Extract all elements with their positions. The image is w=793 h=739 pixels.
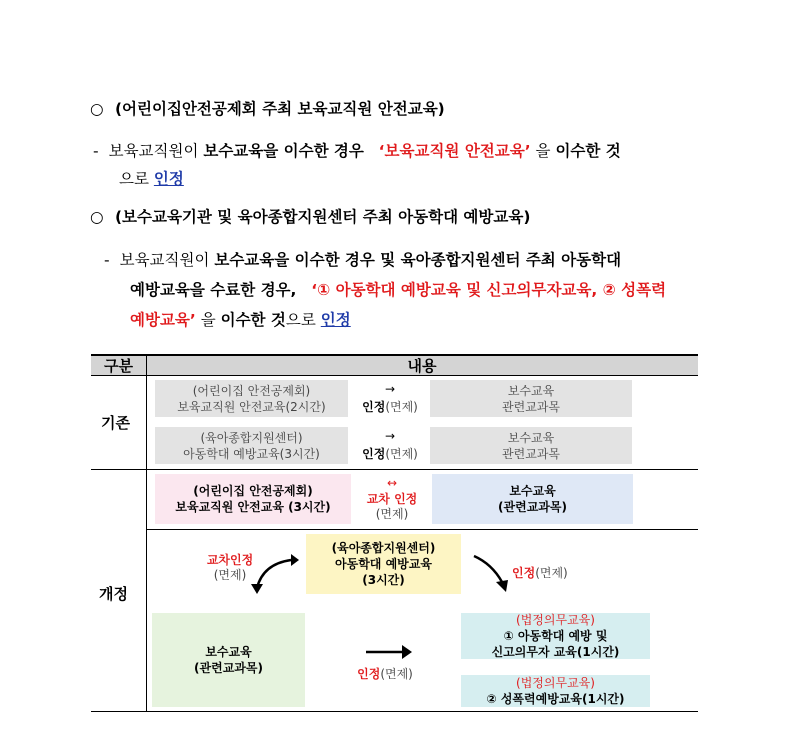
existing-row1-recog — [355, 400, 425, 415]
box-line: (관련교과목) — [498, 500, 567, 514]
text-red: ‘보육교직원 안전교육’ — [378, 142, 531, 160]
text-red: ‘① 아동학대 예방교육 및 신고의무자교육, ② 성폭력 — [311, 281, 667, 299]
exempt-text: (면제) — [385, 400, 418, 414]
box-line: 보수교육 — [509, 484, 556, 498]
bullet-circle: ○ — [90, 100, 104, 118]
revised-row1-arrow: ↔ — [386, 476, 398, 490]
box-line: 관련교과목 — [502, 446, 560, 461]
box-line: 보육교직원 안전교육 (3시간) — [175, 500, 331, 514]
text-normal: 을 — [530, 142, 556, 160]
section2-title — [90, 207, 530, 227]
box-line: 보수교육 — [507, 430, 555, 445]
box-line: 보육교직원 안전교육(2시간) — [177, 399, 326, 414]
box-line: 관련교과목 — [502, 399, 560, 414]
existing-row1-right — [430, 380, 632, 417]
cross-label: 교차인정 — [206, 553, 254, 567]
box-line: ① 아동학대 예방 및 — [503, 629, 608, 643]
box-line: (관련교과목) — [194, 661, 263, 675]
curved-arrow-icon — [470, 552, 516, 594]
row-divider-revised — [146, 529, 698, 530]
section1-title-text: (어린이집안전공제회 주최 보육교직원 안전교육) — [114, 100, 445, 118]
table-header — [91, 354, 698, 376]
exempt-text: (면제) — [380, 667, 413, 681]
existing-row2-right — [430, 427, 632, 464]
box-line: 보수교육 — [507, 383, 555, 398]
text-normal: 보육교직원이 — [119, 251, 215, 269]
box-line: (육아종합지원센터) — [331, 541, 436, 555]
text-red: 예방교육’ — [130, 311, 196, 329]
text-bold: 예방교육을 수료한 경우, — [130, 281, 297, 299]
exempt-text: (면제) — [385, 447, 418, 461]
section2-desc-line2 — [130, 280, 666, 300]
revised-cyan-box-2 — [461, 675, 650, 707]
box-tag: (법정의무교육) — [516, 613, 595, 627]
exempt-text: (면제) — [535, 566, 568, 580]
box-line: 신고의무자 교육(1시간) — [491, 645, 620, 659]
row-divider-existing — [91, 469, 698, 470]
text-normal: 을 — [195, 311, 221, 329]
existing-row2-left — [155, 427, 348, 464]
recog-text: 인정 — [512, 566, 536, 580]
revised-row1-mid: 교차 인정 — [366, 492, 418, 506]
arrow-right-icon — [364, 642, 414, 662]
text-bold: 보수교육을 이수한 경우 및 육아종합지원센터 주최 아동학대 — [214, 251, 622, 269]
section1-title — [90, 99, 445, 119]
header-content: 내용 — [407, 357, 437, 375]
box-line: 아동학대 예방교육(3시간) — [183, 446, 320, 461]
table-bottom-border — [91, 711, 698, 712]
text-normal: 으로 — [119, 170, 154, 188]
existing-row1-left — [155, 380, 348, 417]
text-bold: 보수교육을 이수한 경우 — [203, 142, 364, 160]
label-existing: 기존 — [101, 414, 130, 432]
recog-text: 인정 — [362, 447, 386, 461]
text-normal: 보육교직원이 — [108, 142, 204, 160]
existing-row2-recog — [355, 447, 425, 462]
revised-cyan-box-1 — [461, 613, 650, 659]
existing-row2-arrow: → — [384, 429, 396, 443]
box-line: 보수교육 — [205, 645, 252, 659]
section2-title-text: (보수교육기관 및 육아종합지원센터 주최 아동학대 예방교육) — [114, 208, 531, 226]
text-bold: 이수한 것 — [555, 142, 621, 160]
box-line: (어린이집 안전공제회) — [192, 383, 311, 398]
box-line: 아동학대 예방교육 — [335, 557, 432, 571]
bottom-recog — [350, 667, 420, 682]
box-tag: (법정의무교육) — [516, 676, 595, 690]
label-revised: 개정 — [99, 585, 128, 603]
box-line: (어린이집 안전공제회) — [193, 484, 313, 498]
text-bold: 이수한 것 — [220, 311, 286, 329]
box-line: (육아종합지원센터) — [200, 430, 303, 445]
curved-double-arrow-icon — [247, 552, 301, 594]
table-column-divider — [146, 354, 147, 712]
recog-text: 인정 — [357, 667, 381, 681]
revised-center-box — [306, 534, 461, 594]
header-category: 구분 — [104, 357, 133, 375]
cross-exempt: (면제) — [213, 568, 247, 582]
text-recognized: 인정 — [153, 170, 184, 188]
recog-text: 인정 — [362, 400, 386, 414]
box-line: ② 성폭력예방교육(1시간) — [486, 692, 625, 706]
revised-row1-right — [432, 474, 633, 524]
section2-desc-line1 — [104, 250, 621, 270]
dash: - — [104, 251, 110, 269]
revised-row1-exempt: (면제) — [375, 507, 409, 521]
recog-right — [512, 566, 572, 581]
text-recognized: 인정 — [320, 311, 351, 329]
section1-desc-line2 — [119, 169, 184, 189]
text-normal: 으로 — [285, 311, 321, 329]
dash: - — [93, 142, 99, 160]
section2-desc-line3 — [130, 310, 351, 330]
existing-row1-arrow: → — [384, 382, 396, 396]
section1-desc-line1 — [93, 141, 621, 161]
revised-green-box — [152, 613, 305, 707]
revised-row1-left — [155, 474, 351, 524]
bullet-circle: ○ — [90, 208, 104, 226]
box-line: (3시간) — [362, 573, 405, 587]
